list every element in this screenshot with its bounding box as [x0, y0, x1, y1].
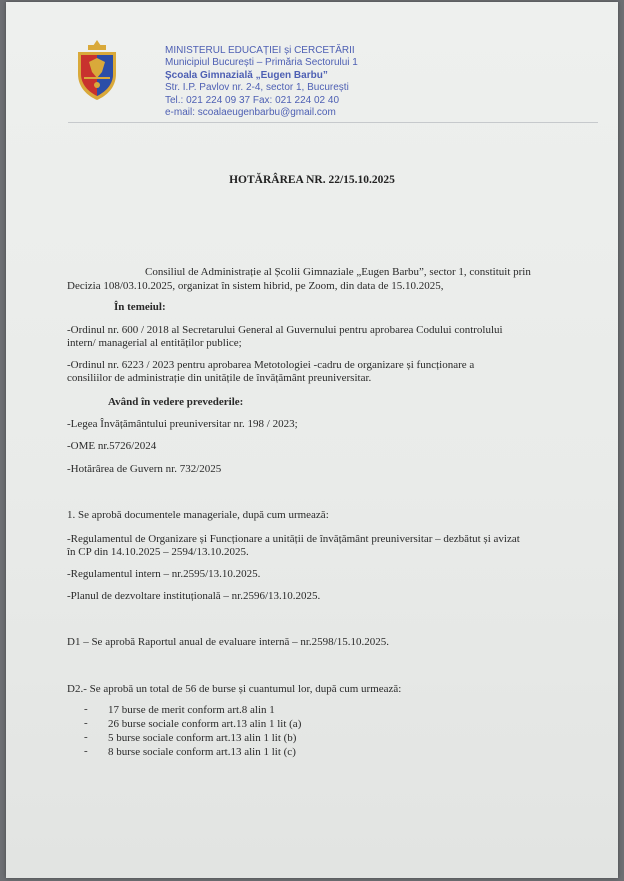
intro-line-1: Consiliul de Administrație al Școlii Gimnaziale „Eugen Barbu”, sector 1, constituit prin — [145, 266, 531, 278]
school-phone: Tel.: 021 224 09 37 Fax: 021 224 02 40 — [165, 94, 340, 106]
prevederile-item-1: -Legea Învățământului preuniversitar nr. 198 / 2023; — [67, 418, 298, 430]
prevederile-item-2: -OME nr.5726/2024 — [67, 440, 157, 452]
section-1-item-3: -Planul de dezvoltare instituțională – nr.2596/13.10.2025. — [67, 590, 321, 602]
intro-line-2: Decizia 108/03.10.2025, organizat în sistem hibrid, pe Zoom, din data de 15.10.2025, — [67, 280, 444, 292]
school-address: Str. I.P. Pavlov nr. 2-4, sector 1, București — [165, 82, 349, 94]
section-1-lead: 1. Se aprobă documentele manageriale, după cum urmează: — [67, 509, 329, 521]
d2-item-2: 26 burse sociale conform art.13 alin 1 lit (a) — [108, 718, 302, 730]
list-bullet: - — [84, 745, 88, 757]
header-divider — [68, 122, 598, 123]
section-1-item-2: -Regulamentul intern – nr.2595/13.10.2025. — [67, 568, 261, 580]
coat-of-arms-icon — [72, 38, 122, 102]
document-page — [6, 2, 618, 878]
d2-item-1: 17 burse de merit conform art.8 alin 1 — [108, 704, 275, 716]
temeiul-item-2-line-2: consiliilor de administrație din unitățile de învățământ preuniversitar. — [67, 372, 372, 384]
school-email: e-mail: scoalaeugenbarbu@gmail.com — [165, 107, 336, 119]
d2-item-4: 8 burse sociale conform art.13 alin 1 lit (c) — [108, 746, 296, 758]
d2-item-3: 5 burse sociale conform art.13 alin 1 lit (b) — [108, 732, 297, 744]
temeiul-heading: În temeiul: — [114, 301, 166, 313]
document-title: HOTĂRÂREA NR. 22/15.10.2025 — [229, 174, 395, 186]
prevederile-item-3: -Hotărârea de Guvern nr. 732/2025 — [67, 463, 222, 475]
decision-d1: D1 – Se aprobă Raportul anual de evaluare internă – nr.2598/15.10.2025. — [67, 636, 389, 648]
school-name: Școala Gimnazială „Eugen Barbu” — [165, 69, 328, 81]
section-1-item-1-line-2: în CP din 14.10.2025 – 2594/13.10.2025. — [67, 546, 249, 558]
letterhead — [165, 45, 358, 119]
section-1-item-1-line-1: -Regulamentul de Organizare și Funcționare a unității de învățământ preuniversitar – dezbătut și avizat — [67, 533, 520, 545]
municipality: Municipiul București – Primăria Sectorului 1 — [165, 57, 358, 69]
list-bullet: - — [84, 717, 88, 729]
temeiul-item-1-line-2: intern/ managerial al entităților publice; — [67, 337, 242, 349]
ministry-name: MINISTERUL EDUCAȚIEI și CERCETĂRII — [165, 45, 355, 56]
temeiul-item-1-line-1: -Ordinul nr. 600 / 2018 al Secretarului General al Guvernului pentru aprobarea Codului controlului — [67, 324, 503, 336]
decision-d2-lead: D2.- Se aprobă un total de 56 de burse și cuantumul lor, după cum urmează: — [67, 683, 402, 695]
list-bullet: - — [84, 731, 88, 743]
temeiul-item-2-line-1: -Ordinul nr. 6223 / 2023 pentru aprobarea Metotologiei -cadru de organizare și funcționare a — [67, 359, 475, 371]
prevederile-heading: Având în vedere prevederile: — [108, 396, 244, 408]
list-bullet: - — [84, 703, 88, 715]
